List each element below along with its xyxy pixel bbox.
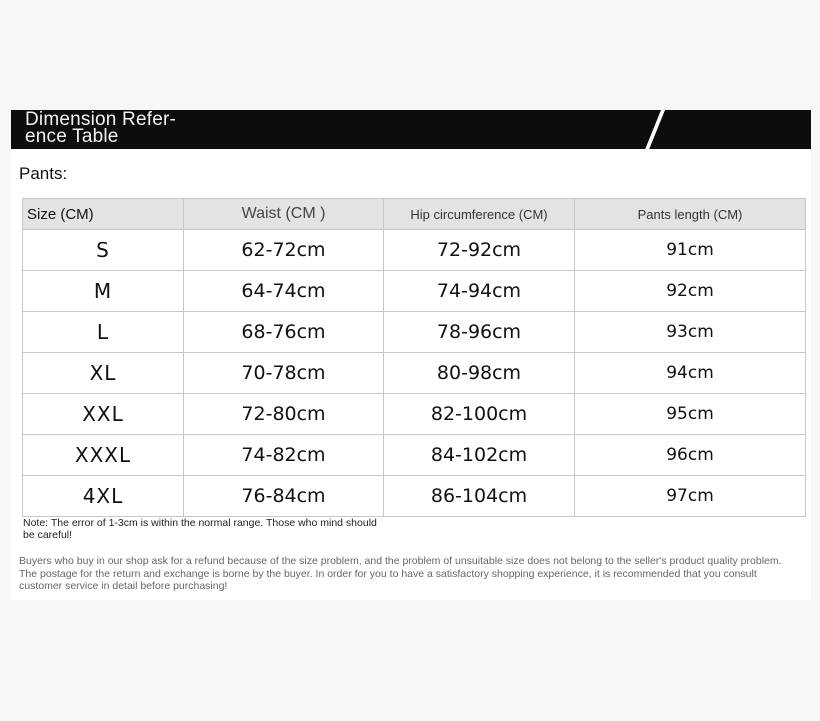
waist-cell: 76-84cm: [184, 476, 384, 517]
length-cell: 95cm: [575, 394, 806, 435]
length-cell: 96cm: [575, 435, 806, 476]
table-row: [23, 312, 806, 353]
hip-cell: 84-102cm: [384, 435, 575, 476]
measurement-note: Note: The error of 1-3cm is within the normal range. Those who mind should be careful!: [23, 517, 377, 541]
size-cell: XL: [23, 353, 184, 394]
length-cell: 94cm: [575, 353, 806, 394]
hip-cell: 82-100cm: [384, 394, 575, 435]
section-label: Pants:: [19, 164, 68, 183]
hip-cell: 86-104cm: [384, 476, 575, 517]
hip-cell: 72-92cm: [384, 230, 575, 271]
table-row: [23, 271, 806, 312]
waist-cell: 64-74cm: [184, 271, 384, 312]
length-cell: 97cm: [575, 476, 806, 517]
table-header-row: [23, 199, 806, 230]
table-row: [23, 353, 806, 394]
size-cell: L: [23, 312, 184, 353]
size-cell: 4XL: [23, 476, 184, 517]
size-chart-card: [11, 110, 811, 600]
banner-slash-decoration: [642, 110, 665, 149]
header-length: Pants length (CM): [575, 199, 806, 230]
waist-cell: 62-72cm: [184, 230, 384, 271]
size-cell: XXXL: [23, 435, 184, 476]
table-row: [23, 394, 806, 435]
hip-cell: 80-98cm: [384, 353, 575, 394]
table-row: [23, 230, 806, 271]
waist-cell: 70-78cm: [184, 353, 384, 394]
title-banner: [11, 110, 811, 149]
hip-cell: 74-94cm: [384, 271, 575, 312]
size-cell: XXL: [23, 394, 184, 435]
banner-title: Dimension Refer-ence Table: [25, 110, 177, 147]
length-cell: 92cm: [575, 271, 806, 312]
table-row: [23, 435, 806, 476]
size-table: [22, 198, 806, 517]
length-cell: 91cm: [575, 230, 806, 271]
size-cell: S: [23, 230, 184, 271]
waist-cell: 72-80cm: [184, 394, 384, 435]
waist-cell: 68-76cm: [184, 312, 384, 353]
header-waist: Waist (CM ): [184, 199, 384, 230]
size-cell: M: [23, 271, 184, 312]
hip-cell: 78-96cm: [384, 312, 575, 353]
header-size: Size (CM): [23, 199, 184, 230]
length-cell: 93cm: [575, 312, 806, 353]
header-hip: Hip circumference (CM): [384, 199, 575, 230]
refund-disclaimer: Buyers who buy in our shop ask for a refund because of the size problem, and the problem of unsuitable size does not belong to the seller's product quality problem. The postage for the return and exchange is borne by the buyer. In order for you to have a satisfactory shopping experience, it is recommended that you consult customer service in detail before purchasing!: [19, 555, 782, 592]
waist-cell: 74-82cm: [184, 435, 384, 476]
table-row: [23, 476, 806, 517]
